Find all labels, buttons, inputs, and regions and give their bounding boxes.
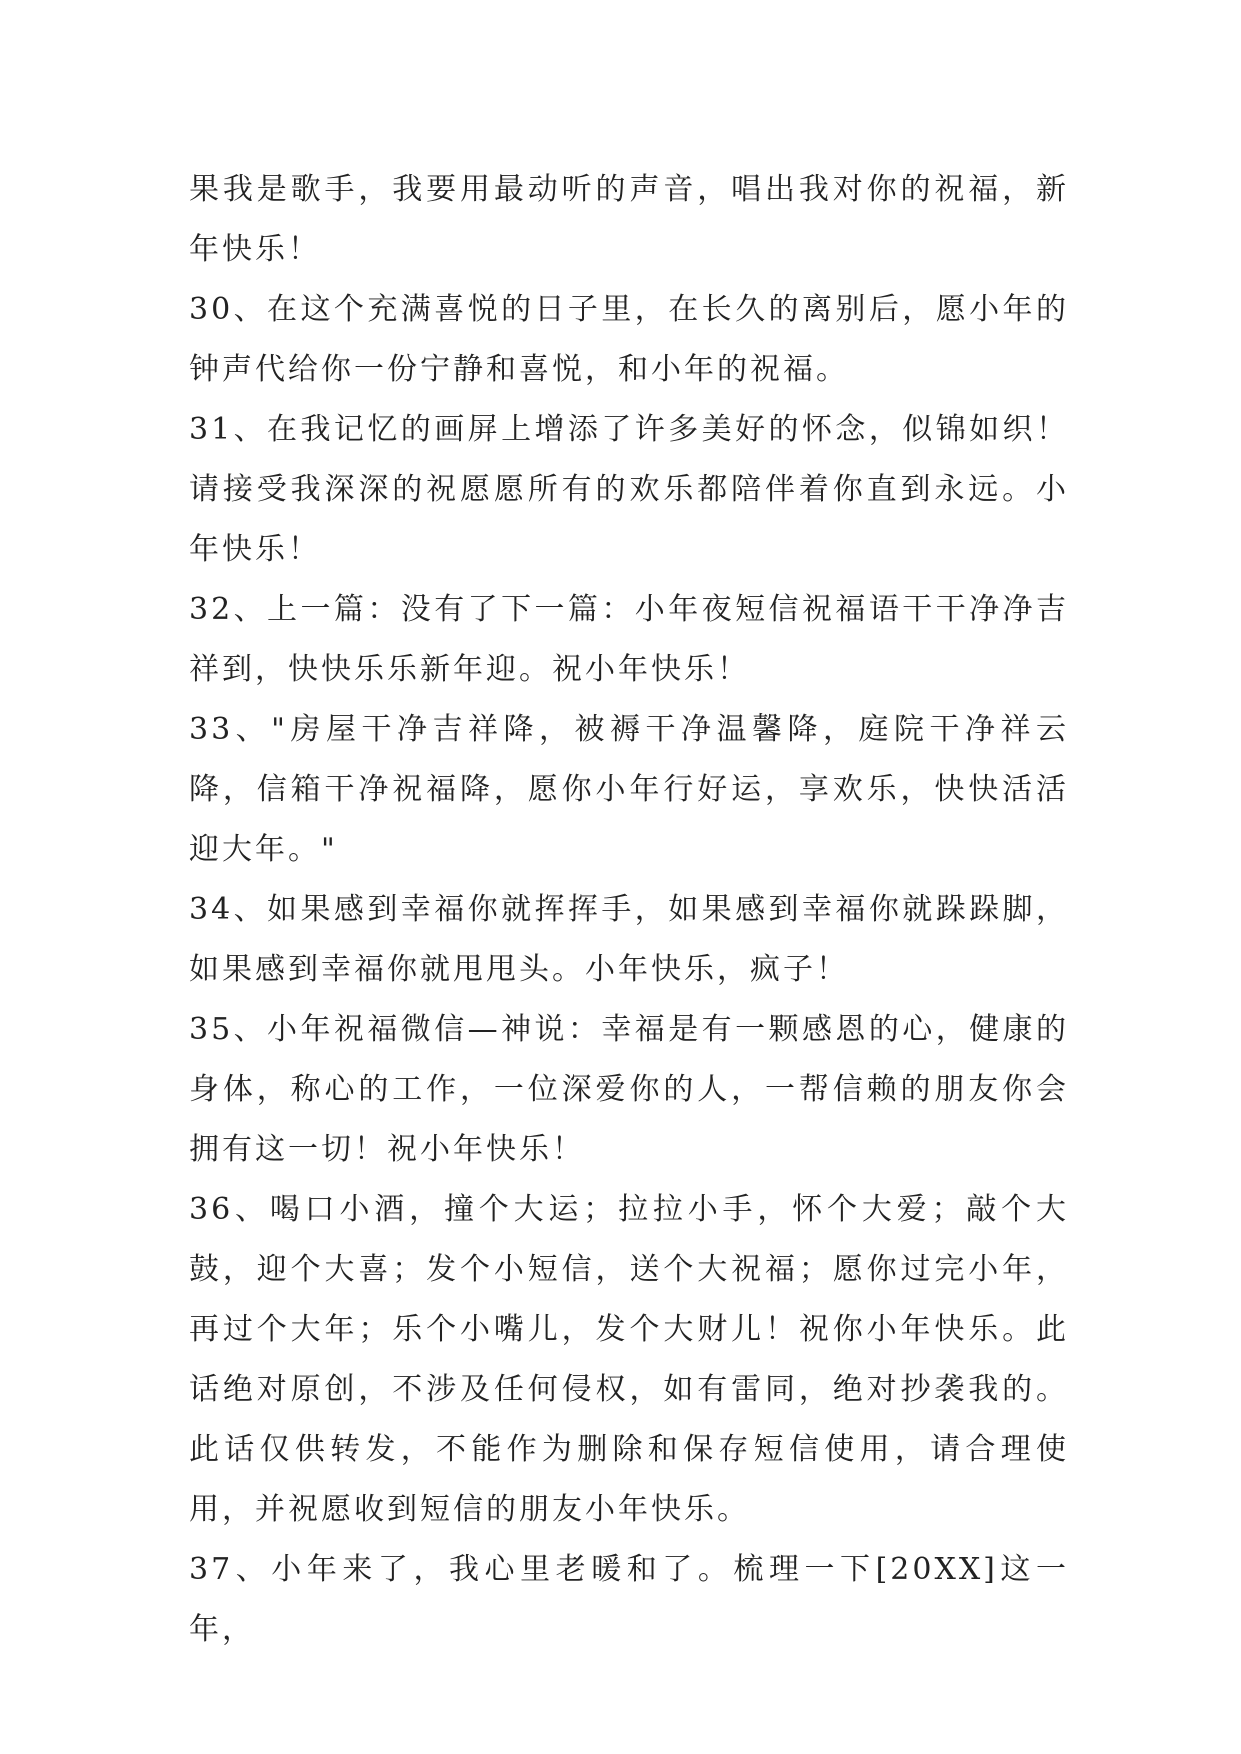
- paragraph-37: 37、小年来了，我心里老暖和了。梳理一下[20XX]这一年，: [189, 1552, 1069, 1647]
- paragraph-continuation: 果我是歌手，我要用最动听的声音，唱出我对你的祝福，新年快乐！: [189, 172, 1069, 267]
- paragraph-33: 33、"房屋干净吉祥降，被褥干净温馨降，庭院干净祥云降，信箱干净祝福降，愿你小年行好运，享欢乐，快快活活迎大年。": [189, 712, 1069, 867]
- paragraph-36: 36、喝口小酒，撞个大运；拉拉小手，怀个大爱；敲个大鼓，迎个大喜；发个小短信，送个大祝福；愿你过完小年，再过个大年；乐个小嘴儿，发个大财儿！祝你小年快乐。此话绝对原创，不涉及任何侵权，如有雷同，绝对抄袭我的。此话仅供转发，不能作为删除和保存短信使用，请合理使用，并祝愿收到短信的朋友小年快乐。: [189, 1192, 1069, 1527]
- paragraph-31: 31、在我记忆的画屏上增添了许多美好的怀念，似锦如织！请接受我深深的祝愿愿所有的欢乐都陪伴着你直到永远。小年快乐！: [189, 412, 1069, 567]
- document-body: [189, 160, 1069, 1660]
- paragraph-35: 35、小年祝福微信—神说：幸福是有一颗感恩的心，健康的身体，称心的工作，一位深爱你的人，一帮信赖的朋友你会拥有这一切！祝小年快乐！: [189, 1012, 1069, 1167]
- paragraph-34: 34、如果感到幸福你就挥挥手，如果感到幸福你就跺跺脚，如果感到幸福你就甩甩头。小年快乐，疯子！: [189, 892, 1069, 987]
- paragraph-32: 32、上一篇：没有了下一篇：小年夜短信祝福语干干净净吉祥到，快快乐乐新年迎。祝小年快乐！: [189, 592, 1069, 687]
- paragraph-30: 30、在这个充满喜悦的日子里，在长久的离别后，愿小年的钟声代给你一份宁静和喜悦，和小年的祝福。: [189, 292, 1069, 387]
